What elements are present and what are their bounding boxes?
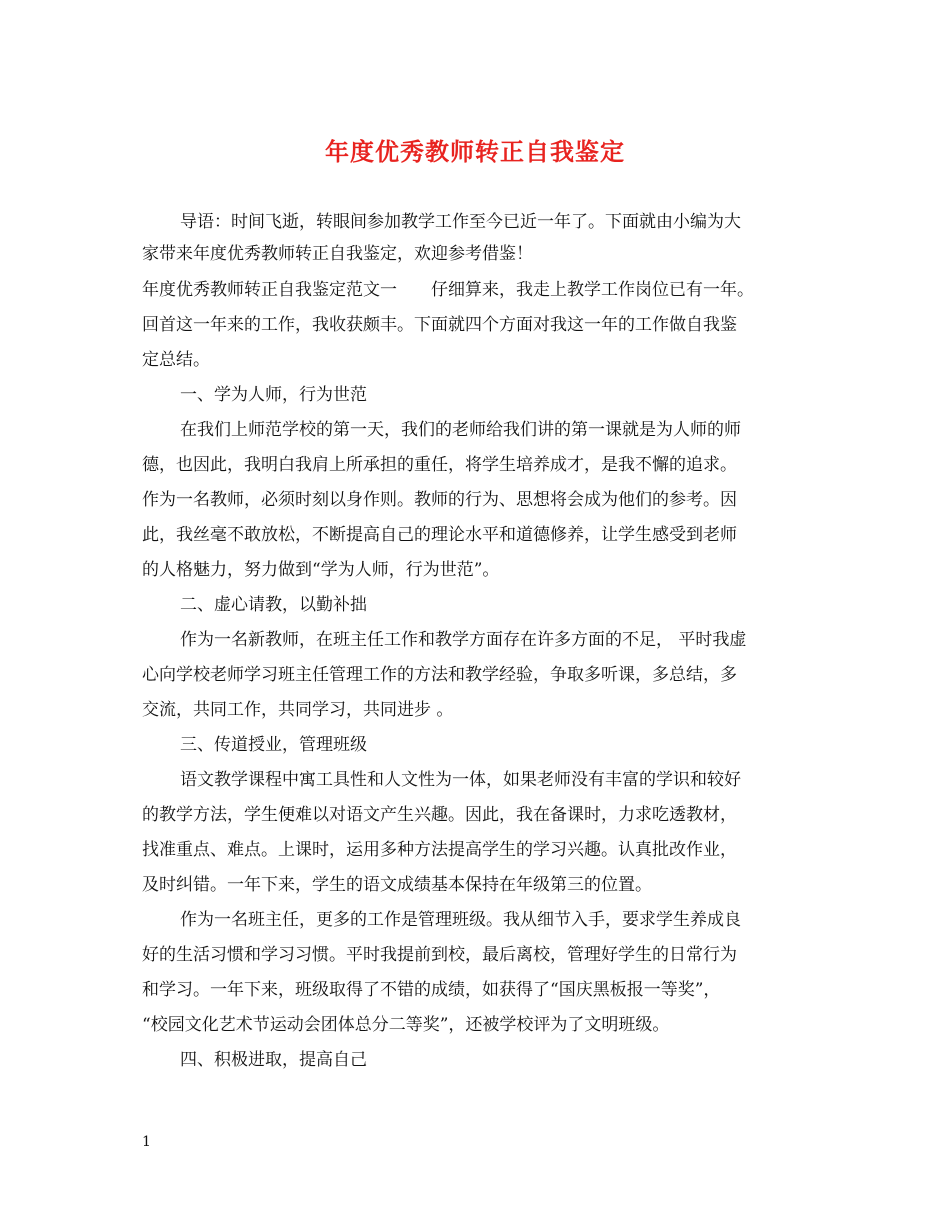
text-line: 交流，共同工作，共同学习，共同进步 。	[142, 700, 454, 720]
text-line: 家带来年度优秀教师转正自我鉴定，欢迎参考借鉴！	[142, 244, 533, 264]
text-line: 德，也因此，我明白我肩上所承担的重任，将学生培养成才，是我不懈的追求。	[142, 455, 737, 475]
text-line: 语文教学课程中寓工具性和人文性为一体，如果老师没有丰富的学识和较好	[180, 770, 741, 790]
text-line: 回首这一年来的工作，我收获颇丰。下面就四个方面对我这一年的工作做自我鉴	[142, 315, 737, 335]
section-heading: 一、学为人师，行为世范	[180, 385, 367, 405]
page-title: 年度优秀教师转正自我鉴定	[325, 137, 625, 166]
text-line: 和学习。一年下来，班级取得了不错的成绩，如获得了“国庆黑板报一等奖”，	[142, 980, 721, 1000]
text-line: 作为一名新教师，在班主任工作和教学方面存在许多方面的不足， 平时我虚	[180, 630, 747, 650]
text-line: 找准重点、难点。上课时，运用多种方法提高学生的学习兴趣。认真批改作业，	[142, 840, 737, 860]
text-line: “校园文化艺术节运动会团体总分二等奖”，还被学校评为了文明班级。	[142, 1015, 670, 1035]
text-line: 导语：时间飞逝，转眼间参加教学工作至今已近一年了。下面就由小编为大	[180, 212, 741, 232]
section-heading: 四、积极进取，提高自己	[180, 1050, 367, 1070]
text-line: 作为一名班主任，更多的工作是管理班级。我从细节入手，要求学生养成良	[180, 910, 741, 930]
text-line: 定总结。	[142, 350, 210, 370]
text-line: 此，我丝毫不敢放松，不断提高自己的理论水平和道德修养，让学生感受到老师	[142, 525, 737, 545]
section-heading: 二、虚心请教，以勤补拙	[180, 595, 367, 615]
text-line: 作为一名教师，必须时刻以身作则。教师的行为、思想将会成为他们的参考。因	[142, 490, 737, 510]
text-line: 好的生活习惯和学习习惯。平时我提前到校，最后离校，管理好学生的日常行为	[142, 945, 737, 965]
text-line: 年度优秀教师转正自我鉴定范文一 仔细算来，我走上教学工作岗位已有一年。	[142, 280, 754, 300]
page-number: 1	[142, 1134, 151, 1150]
text-line: 心向学校老师学习班主任管理工作的方法和教学经验，争取多听课，多总结，多	[142, 665, 737, 685]
text-line: 的人格魅力，努力做到“学为人师，行为世范”。	[142, 560, 500, 580]
text-line: 及时纠错。一年下来，学生的语文成绩基本保持在年级第三的位置。	[142, 875, 652, 895]
text-line: 在我们上师范学校的第一天，我们的老师给我们讲的第一课就是为人师的师	[180, 420, 741, 440]
section-heading: 三、传道授业，管理班级	[180, 735, 367, 755]
text-line: 的教学方法，学生便难以对语文产生兴趣。因此，我在备课时，力求吃透教材，	[142, 805, 737, 825]
